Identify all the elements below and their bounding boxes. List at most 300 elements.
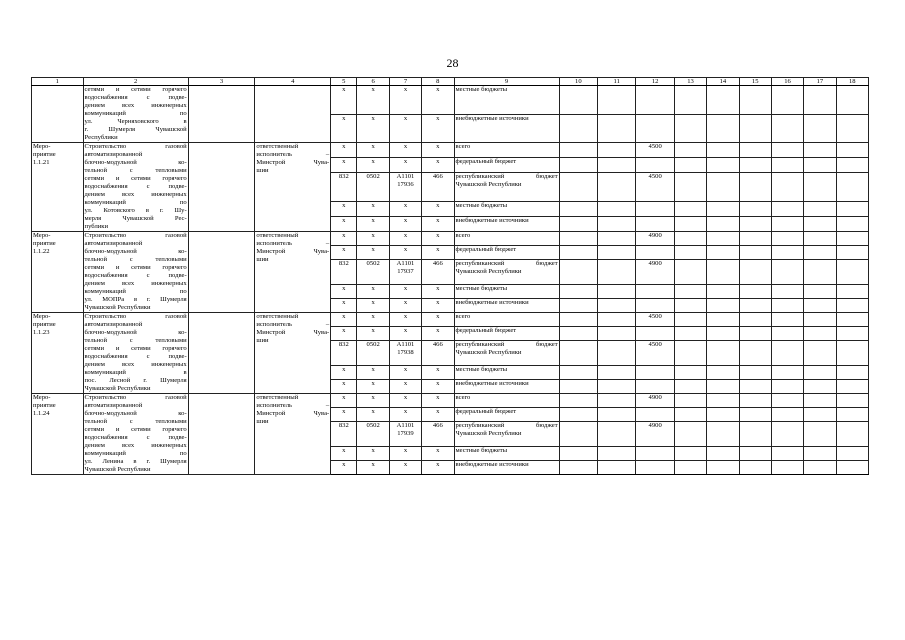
value-col-18 xyxy=(836,461,868,475)
code-c8: 466 xyxy=(422,340,454,366)
value-col-18 xyxy=(836,86,868,115)
measure-description xyxy=(83,86,188,143)
value-col-18 xyxy=(836,366,868,380)
value-col-15 xyxy=(739,245,771,259)
measure-code xyxy=(32,86,84,143)
funding-source: местные бюджеты xyxy=(454,86,559,115)
column-header-8: 8 xyxy=(422,78,454,86)
column-header-15: 15 xyxy=(739,78,771,86)
value-col-13 xyxy=(674,201,706,216)
value-col-18 xyxy=(836,158,868,173)
code-c8: x xyxy=(422,313,454,327)
code-c5: x xyxy=(331,201,357,216)
col3-cell xyxy=(188,313,255,394)
text-line: приятие xyxy=(33,321,56,328)
text-line: сетями и сетями горячего xyxy=(84,345,187,352)
code-c8: x xyxy=(422,366,454,380)
code-c6: 0502 xyxy=(357,259,389,285)
text-line: тельной с тепловыми xyxy=(84,337,187,344)
code-c7: x xyxy=(389,114,421,143)
value-col-16 xyxy=(771,86,803,115)
text-line: дением всех инженерных xyxy=(84,102,187,109)
value-col-15 xyxy=(739,366,771,380)
table-row xyxy=(32,86,869,115)
value-col-12 xyxy=(636,158,674,173)
value-col-13 xyxy=(674,299,706,313)
text-line: 17938 xyxy=(397,348,414,356)
code-c7: x xyxy=(389,158,421,173)
value-col-10 xyxy=(559,114,597,143)
text-line: шии xyxy=(256,256,269,263)
value-col-10 xyxy=(559,366,597,380)
value-col-16 xyxy=(771,245,803,259)
value-col-15 xyxy=(739,143,771,158)
text-line: водоснабжения с подве- xyxy=(84,94,187,101)
text-line: Строительство газовой xyxy=(84,143,187,150)
text-line: местные бюджеты xyxy=(455,366,508,374)
value-col-11 xyxy=(598,421,636,447)
value-col-12 xyxy=(636,380,674,394)
value-col-15 xyxy=(739,380,771,394)
value-col-16 xyxy=(771,380,803,394)
value-col-13 xyxy=(674,245,706,259)
value-col-17 xyxy=(804,216,836,231)
measure-description xyxy=(83,232,188,313)
code-c6: x xyxy=(357,158,389,173)
text-line: дением всех инженерных xyxy=(84,280,187,287)
column-header-1: 1 xyxy=(32,78,84,86)
text-line: федеральный бюджет xyxy=(455,326,517,334)
funding-source xyxy=(454,326,559,340)
code-c5: x xyxy=(331,86,357,115)
text-line: пос. Лесной г. Шумерля xyxy=(84,377,187,384)
value-col-18 xyxy=(836,285,868,299)
value-col-14 xyxy=(707,245,739,259)
text-line: 1.1.24 xyxy=(33,410,50,417)
value-col-12 xyxy=(636,285,674,299)
text-line: ул. Ленина в г. Шумерля xyxy=(84,458,187,465)
text-line: внебюджетные источники xyxy=(455,216,529,224)
value-col-15 xyxy=(739,461,771,475)
value-col-10 xyxy=(559,158,597,173)
value-col-18 xyxy=(836,340,868,366)
text-line: Строительство газовой xyxy=(84,313,187,320)
value-col-17 xyxy=(804,201,836,216)
text-line: коммуникаций по xyxy=(84,450,187,457)
text-line: блочно-модульной ко- xyxy=(84,329,187,336)
value-col-16 xyxy=(771,394,803,408)
value-col-10 xyxy=(559,216,597,231)
code-c8: x xyxy=(422,114,454,143)
value-col-15 xyxy=(739,340,771,366)
value-col-10 xyxy=(559,407,597,421)
value-col-17 xyxy=(804,313,836,327)
column-header-6: 6 xyxy=(357,78,389,86)
value-col-18 xyxy=(836,326,868,340)
column-header-9: 9 xyxy=(454,78,559,86)
responsible-executor xyxy=(255,313,331,394)
code-c7: x xyxy=(389,232,421,246)
code-c6: x xyxy=(357,407,389,421)
value-col-11 xyxy=(598,216,636,231)
value-col-18 xyxy=(836,216,868,231)
responsible-executor xyxy=(255,394,331,475)
code-c7: x xyxy=(389,216,421,231)
code-c6: x xyxy=(357,394,389,408)
code-c7: x xyxy=(389,461,421,475)
column-header-12: 12 xyxy=(636,78,674,86)
value-col-11 xyxy=(598,313,636,327)
value-col-13 xyxy=(674,143,706,158)
value-col-14 xyxy=(707,340,739,366)
text-line: тельной с тепловыми xyxy=(84,418,187,425)
value-col-18 xyxy=(836,173,868,202)
text-line: внебюджетные источники xyxy=(455,299,529,307)
value-col-15 xyxy=(739,313,771,327)
code-c5: x xyxy=(331,407,357,421)
code-c8: x xyxy=(422,86,454,115)
value-col-13 xyxy=(674,421,706,447)
text-line: г. Шумерля Чувашской xyxy=(84,126,187,133)
value-col-15 xyxy=(739,201,771,216)
text-line: местные бюджеты xyxy=(455,201,508,209)
code-c7: x xyxy=(389,86,421,115)
code-c7: x xyxy=(389,447,421,461)
code-c8: x xyxy=(422,380,454,394)
value-col-11 xyxy=(598,158,636,173)
value-col-14 xyxy=(707,173,739,202)
code-c8: x xyxy=(422,201,454,216)
table-body xyxy=(32,78,869,475)
value-col-13 xyxy=(674,380,706,394)
code-c7: x xyxy=(389,285,421,299)
value-col-12 xyxy=(636,407,674,421)
value-col-17 xyxy=(804,366,836,380)
funding-source xyxy=(454,340,559,366)
value-col-13 xyxy=(674,285,706,299)
code-c8: x xyxy=(422,299,454,313)
table-row xyxy=(32,143,869,158)
text-line: коммуникаций по xyxy=(84,110,187,117)
column-header-14: 14 xyxy=(707,78,739,86)
value-col-16 xyxy=(771,158,803,173)
value-col-10 xyxy=(559,299,597,313)
text-line: дением всех инженерных xyxy=(84,442,187,449)
text-line: ответственный xyxy=(256,394,299,401)
text-line: шии xyxy=(256,167,269,174)
text-line: автоматизированной xyxy=(84,402,143,409)
responsible-executor xyxy=(255,232,331,313)
funding-source xyxy=(454,158,559,173)
text-line: всего xyxy=(455,394,471,401)
code-c8: x xyxy=(422,447,454,461)
code-c7: x xyxy=(389,313,421,327)
value-col-13 xyxy=(674,114,706,143)
code-c7: x xyxy=(389,245,421,259)
code-c8: x xyxy=(422,461,454,475)
value-col-13 xyxy=(674,86,706,115)
code-c7: x xyxy=(389,407,421,421)
text-line: мерля Чувашской Рес- xyxy=(84,215,187,222)
value-col-14 xyxy=(707,143,739,158)
text-line: Чувашской Республики xyxy=(455,348,522,356)
value-col-14 xyxy=(707,394,739,408)
code-c7: x xyxy=(389,326,421,340)
value-col-15 xyxy=(739,86,771,115)
text-line: Минстрой Чува- xyxy=(256,248,330,255)
text-line: автоматизированной xyxy=(84,151,143,158)
code-c8: x xyxy=(422,245,454,259)
text-line: тельной с тепловыми xyxy=(84,256,187,263)
measure-description xyxy=(83,313,188,394)
text-line: Чувашской Республики xyxy=(455,267,522,275)
value-col-14 xyxy=(707,158,739,173)
value-col-10 xyxy=(559,340,597,366)
funding-source xyxy=(454,394,559,408)
value-col-15 xyxy=(739,394,771,408)
text-line: Чувашской Республики xyxy=(455,429,522,437)
value-col-18 xyxy=(836,232,868,246)
measure-code xyxy=(32,143,84,232)
value-col-13 xyxy=(674,340,706,366)
value-col-14 xyxy=(707,114,739,143)
code-c6: x xyxy=(357,461,389,475)
value-col-11 xyxy=(598,173,636,202)
value-col-16 xyxy=(771,340,803,366)
code-c6: x xyxy=(357,366,389,380)
code-c5: x xyxy=(331,299,357,313)
value-col-11 xyxy=(598,326,636,340)
code-c6: x xyxy=(357,380,389,394)
code-c6: x xyxy=(357,86,389,115)
text-line: автоматизированной xyxy=(84,240,143,247)
text-line: Чувашской Республики xyxy=(455,181,522,189)
funding-source xyxy=(454,447,559,461)
value-col-12 xyxy=(636,447,674,461)
text-line: внебюджетные источники xyxy=(455,461,529,469)
value-col-14 xyxy=(707,232,739,246)
text-line: сетями и сетями горячего xyxy=(84,426,187,433)
text-line: 17936 xyxy=(397,181,414,189)
value-col-12: 4500 xyxy=(636,143,674,158)
value-col-12 xyxy=(636,114,674,143)
column-header-row xyxy=(32,78,869,86)
value-col-15 xyxy=(739,232,771,246)
value-col-11 xyxy=(598,245,636,259)
value-col-17 xyxy=(804,340,836,366)
page-number: 28 xyxy=(446,56,459,70)
text-line: Чувашской Республики xyxy=(84,385,151,392)
text-line: публики xyxy=(84,223,109,230)
value-col-17 xyxy=(804,259,836,285)
text-line: республиканский бюджет xyxy=(455,421,558,429)
value-col-12: 4900 xyxy=(636,394,674,408)
column-header-5: 5 xyxy=(331,78,357,86)
value-col-11 xyxy=(598,259,636,285)
value-col-18 xyxy=(836,259,868,285)
code-c5: x xyxy=(331,232,357,246)
value-col-17 xyxy=(804,326,836,340)
text-line: всего xyxy=(455,143,471,150)
value-col-18 xyxy=(836,394,868,408)
value-col-16 xyxy=(771,299,803,313)
text-line: ул. МОПРа в г. Шумерля xyxy=(84,296,187,303)
value-col-14 xyxy=(707,86,739,115)
text-line: водоснабжения с подве- xyxy=(84,353,187,360)
value-col-18 xyxy=(836,299,868,313)
text-line: коммуникаций по xyxy=(84,199,187,206)
value-col-15 xyxy=(739,114,771,143)
text-line: 1.1.21 xyxy=(33,159,50,166)
text-line: А1101 xyxy=(396,421,415,429)
text-line: Минстрой Чува- xyxy=(256,410,330,417)
value-col-11 xyxy=(598,447,636,461)
measure-code xyxy=(32,313,84,394)
value-col-18 xyxy=(836,245,868,259)
value-col-14 xyxy=(707,380,739,394)
text-line: республиканский бюджет xyxy=(455,259,558,267)
code-c5: 832 xyxy=(331,173,357,202)
text-line: 17937 xyxy=(397,267,414,275)
table-row xyxy=(32,394,869,408)
value-col-16 xyxy=(771,143,803,158)
value-col-14 xyxy=(707,407,739,421)
value-col-12: 4500 xyxy=(636,313,674,327)
text-line: Чувашской Республики xyxy=(84,304,151,311)
value-col-11 xyxy=(598,407,636,421)
text-line: ответственный xyxy=(256,232,299,239)
value-col-11 xyxy=(598,232,636,246)
funding-source xyxy=(454,407,559,421)
code-c6: x xyxy=(357,232,389,246)
value-col-10 xyxy=(559,143,597,158)
funding-source xyxy=(454,201,559,216)
value-col-13 xyxy=(674,447,706,461)
code-c5: x xyxy=(331,394,357,408)
text-line: Минстрой Чува- xyxy=(256,159,330,166)
value-col-12 xyxy=(636,366,674,380)
measure-code xyxy=(32,232,84,313)
value-col-17 xyxy=(804,86,836,115)
value-col-14 xyxy=(707,285,739,299)
value-col-12: 4900 xyxy=(636,259,674,285)
text-line: Строительство газовой xyxy=(84,232,187,239)
value-col-13 xyxy=(674,259,706,285)
text-line: приятие xyxy=(33,240,56,247)
value-col-17 xyxy=(804,143,836,158)
value-col-14 xyxy=(707,216,739,231)
code-c6: 0502 xyxy=(357,340,389,366)
code-c5: x xyxy=(331,285,357,299)
value-col-10 xyxy=(559,421,597,447)
text-line: водоснабжения с подве- xyxy=(84,272,187,279)
value-col-13 xyxy=(674,313,706,327)
value-col-11 xyxy=(598,380,636,394)
value-col-15 xyxy=(739,421,771,447)
value-col-14 xyxy=(707,259,739,285)
value-col-16 xyxy=(771,216,803,231)
code-c6: x xyxy=(357,299,389,313)
text-line: сетями и сетями горячего xyxy=(84,264,187,271)
code-c7 xyxy=(389,259,421,285)
text-line: А1101 xyxy=(396,340,415,348)
value-col-17 xyxy=(804,285,836,299)
value-col-17 xyxy=(804,158,836,173)
text-line: федеральный бюджет xyxy=(455,407,517,415)
text-line: федеральный бюджет xyxy=(455,245,517,253)
text-line: сетями и сетями горячего xyxy=(84,86,187,93)
code-c8: x xyxy=(422,216,454,231)
value-col-14 xyxy=(707,326,739,340)
text-line: шии xyxy=(256,337,269,344)
value-col-15 xyxy=(739,285,771,299)
text-line: Минстрой Чува- xyxy=(256,329,330,336)
text-line: ответственный xyxy=(256,313,299,320)
column-header-16: 16 xyxy=(771,78,803,86)
code-c8: x xyxy=(422,158,454,173)
value-col-16 xyxy=(771,114,803,143)
code-c5: x xyxy=(331,216,357,231)
text-line: автоматизированной xyxy=(84,321,143,328)
value-col-11 xyxy=(598,299,636,313)
code-c7: x xyxy=(389,380,421,394)
code-c5: x xyxy=(331,447,357,461)
measure-description xyxy=(83,143,188,232)
text-line: сетями и сетями горячего xyxy=(84,175,187,182)
code-c5: 832 xyxy=(331,340,357,366)
funding-source: внебюджетные источники xyxy=(454,114,559,143)
text-line: 1.1.22 xyxy=(33,248,50,255)
text-line: блочно-модульной ко- xyxy=(84,248,187,255)
code-c6: x xyxy=(357,285,389,299)
value-col-13 xyxy=(674,366,706,380)
text-line: республиканский бюджет xyxy=(455,340,558,348)
code-c6: x xyxy=(357,143,389,158)
value-col-16 xyxy=(771,326,803,340)
value-col-13 xyxy=(674,461,706,475)
text-line: исполнитель – xyxy=(256,240,330,247)
code-c5: x xyxy=(331,143,357,158)
text-line: 1.1.23 xyxy=(33,329,50,336)
value-col-15 xyxy=(739,158,771,173)
code-c6: 0502 xyxy=(357,421,389,447)
text-line: ул. Котовского в г. Шу- xyxy=(84,207,187,214)
code-c6: x xyxy=(357,245,389,259)
column-header-17: 17 xyxy=(804,78,836,86)
text-line: местные бюджеты xyxy=(455,285,508,293)
value-col-12 xyxy=(636,216,674,231)
value-col-17 xyxy=(804,245,836,259)
value-col-10 xyxy=(559,245,597,259)
code-c8: 466 xyxy=(422,421,454,447)
value-col-16 xyxy=(771,201,803,216)
value-col-11 xyxy=(598,340,636,366)
value-col-13 xyxy=(674,216,706,231)
value-col-12 xyxy=(636,326,674,340)
value-col-17 xyxy=(804,447,836,461)
code-c8: x xyxy=(422,394,454,408)
value-col-13 xyxy=(674,173,706,202)
value-col-16 xyxy=(771,173,803,202)
code-c7: x xyxy=(389,299,421,313)
column-header-7: 7 xyxy=(389,78,421,86)
code-c5: x xyxy=(331,313,357,327)
value-col-16 xyxy=(771,285,803,299)
code-c8: x xyxy=(422,285,454,299)
value-col-16 xyxy=(771,313,803,327)
code-c6: x xyxy=(357,313,389,327)
value-col-13 xyxy=(674,407,706,421)
